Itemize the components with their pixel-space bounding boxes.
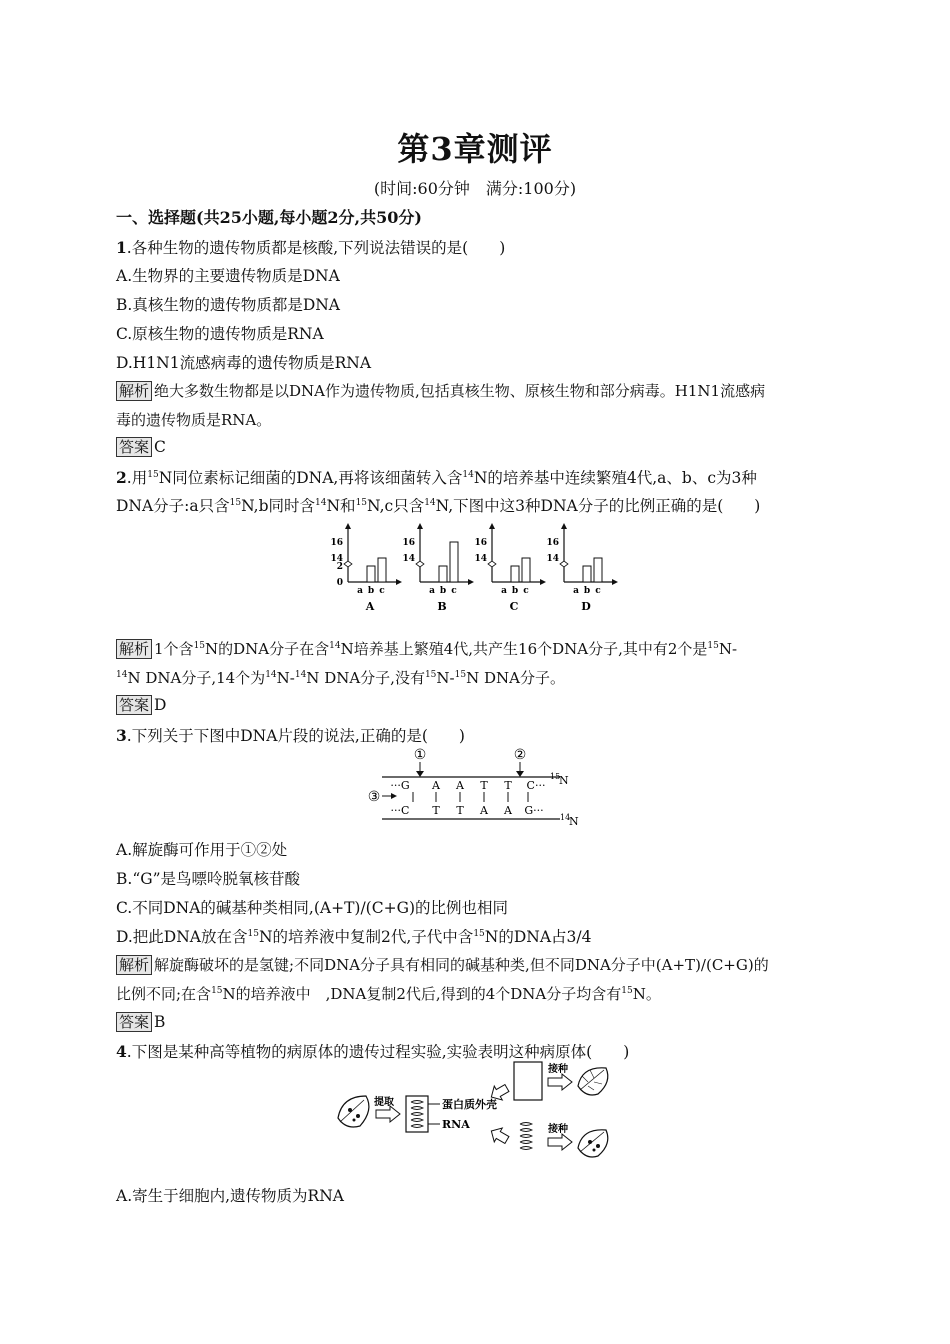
rna-coil-2-icon [520,1123,532,1150]
inoculate-arrow-1-icon [548,1074,572,1090]
virus-capsid-icon [406,1096,428,1132]
protein-shell-label: 蛋白质外壳 [442,1098,497,1111]
x-tick-D-a: a [573,586,579,596]
hydrogen-bonds [413,792,528,802]
q2-analysis-cont: $^{14}$N DNA分子,14个为$^{14}$N-$^{14}$N DNA分子,没有$^{15}$N-$^{15}$N DNA分子。 [116,669,565,687]
protein-shell-box-icon [514,1062,542,1100]
q4-stem: 4.下图是某种高等植物的病原体的遗传过程实验,实验表明这种病原体( ) [116,1042,630,1061]
q3-option-d: D.把此DNA放在含$^{15}$N的培养液中复制2代,子代中含$^{15}$N的DNA占3/4 [116,928,592,946]
down-split-arrow-icon [487,1124,511,1147]
bottom-base-6: G··· [524,804,544,817]
q2-bar-charts [330,520,630,616]
q1-stem: 1.各种生物的遗传物质都是核酸,下列说法错误的是( ) [116,238,506,257]
analysis-label: 解析 [116,639,152,659]
x-tick-C-c: c [523,586,529,596]
analysis-label: 解析 [116,955,152,975]
panel-label-D: D [581,600,591,613]
top-base-4: T [480,779,488,792]
x-axis-arrow-C [540,579,546,585]
top-strand-label: N [559,774,569,787]
q3-analysis-cont: 比例不同;在含$^{15}$N的培养液中 ,DNA复制2代后,得到的4个DNA分子均含有$^{15}$N。 [116,985,661,1003]
page-subtitle: (时间:60分钟 满分:100分) [373,179,577,198]
y-axis-arrow-A [345,523,351,529]
y-tick-14-B: 14 [402,554,415,564]
q4-number: 4 [116,1042,127,1061]
rna-coil-icon [411,1101,423,1128]
top-base-2: A [432,779,440,792]
healthy-leaf-icon [578,1068,608,1095]
answer-label: 答案 [116,1012,152,1032]
q1-number: 1 [116,238,127,257]
x-tick-C-a: a [501,586,507,596]
bottom-strand-sup: 14 [560,813,571,822]
axis-break-A [344,561,352,567]
marker-2: ② [513,747,527,763]
arrow-2-head [516,771,524,777]
marker-3: ③ [367,789,381,805]
page-title: 第3章测评 [397,130,553,168]
bottom-strand-label: N [569,815,579,828]
x-tick-B-c: c [451,586,457,596]
y-axis-arrow-D [561,523,567,529]
bar-A-c [378,558,386,582]
y-tick-14-D: 14 [546,554,559,564]
arrow-3-head [391,793,397,799]
q3-option-b: B.“G”是鸟嘌呤脱氧核苷酸 [116,870,301,888]
q2-analysis: 解析 1个含$^{15}$N的DNA分子在含$^{14}$N培养基上繁殖4代,共产生16个DNA分子,其中有2个是$^{15}$N- [116,638,737,659]
q2-stem: 2.用$^{15}$N同位素标记细菌的DNA,再将该细菌转入含$^{14}$N的培养基中连续繁殖4代,a、b、c为3种 [116,468,757,487]
extract-arrow-icon [376,1106,400,1122]
panel-label-A: A [365,600,375,613]
x-tick-B-b: b [439,586,447,596]
x-tick-A-b: b [367,586,375,596]
x-tick-C-b: b [511,586,519,596]
bar-A-b [367,566,375,582]
x-tick-B-a: a [429,586,435,596]
leaf-icon [338,1096,369,1127]
inoculate-label-2: 接种 [548,1124,568,1135]
y-tick-14: 14 [330,554,343,564]
q2-answer: 答案 D [116,695,166,715]
answer-label: 答案 [116,695,152,715]
arrow-1-head [416,771,424,777]
bar-D-c [594,558,602,582]
bar-C-c [522,558,530,582]
analysis-label: 解析 [116,381,152,401]
q1-option-b: B.真核生物的遗传物质都是DNA [116,296,341,314]
section-heading: 一、选择题(共25小题,每小题2分,共50分) [116,208,422,227]
axis-break-D [560,561,568,567]
x-tick-A-a: a [357,586,363,596]
y-axis-arrow-C [489,523,495,529]
y-tick-16-B: 16 [402,538,415,548]
y-tick-0: 0 [336,578,343,588]
bottom-base-4: A [480,804,488,817]
answer-label: 答案 [116,437,152,457]
q1-option-d: D.H1N1流感病毒的遗传物质是RNA [116,354,372,372]
q3-stem: 3.下列关于下图中DNA片段的说法,正确的是( ) [116,726,465,745]
x-tick-D-b: b [583,586,591,596]
inoculate-arrow-2-icon [548,1134,572,1150]
q3-analysis: 解析 解旋酶破坏的是氢键;不同DNA分子具有相同的碱基种类,但不同DNA分子中(A+T)/(C+G)的 [116,954,769,975]
marker-1: ① [413,747,427,763]
q3-option-a: A.解旋酶可作用于①②处 [116,841,288,859]
bar-B-c [450,542,458,582]
q4-pathogen-diagram [330,1058,630,1168]
top-strand-sup: 15 [550,772,561,781]
top-base-5: T [504,779,512,792]
q1-option-a: A.生物界的主要遗传物质是DNA [116,267,340,285]
infected-leaf-icon [578,1130,608,1157]
x-axis-arrow-A [396,579,402,585]
inoculate-label-1: 接种 [548,1064,568,1075]
rna-label: RNA [442,1118,470,1131]
q2-number: 2 [116,468,127,487]
top-base-1: ···G [390,779,410,792]
q1-analysis-cont: 毒的遗传物质是RNA。 [116,411,272,429]
q3-answer: 答案 B [116,1012,165,1032]
q1-option-c: C.原核生物的遗传物质是RNA [116,325,324,343]
bar-D-b [583,566,591,582]
bottom-base-2: T [432,804,440,817]
axis-break-B [416,561,424,567]
y-tick-16-D: 16 [546,538,559,548]
panel-label-B: B [437,600,447,613]
top-base-6: C··· [526,779,546,792]
q2-stem-cont: DNA分子:a只含$^{15}$N,b同时含$^{14}$N和$^{15}$N,c只含$^{14}$N,下图中这3种DNA分子的比例正确的是( ) [116,497,761,515]
axis-break-C [488,561,496,567]
q3-option-c: C.不同DNA的碱基种类相同,(A+T)/(C+G)的比例也相同 [116,899,509,917]
q1-analysis: 解析 绝大多数生物都是以DNA作为遗传物质,包括真核生物、原核生物和部分病毒。H1N1流感病 [116,380,765,401]
extract-label: 提取 [374,1097,394,1108]
panel-label-C: C [509,600,519,613]
q4-option-a: A.寄生于细胞内,遗传物质为RNA [116,1187,344,1205]
y-axis-arrow-B [417,523,423,529]
x-axis-arrow-D [612,579,618,585]
q1-answer: 答案 C [116,437,166,457]
bar-B-b [439,566,447,582]
x-tick-D-c: c [595,586,601,596]
q3-number: 3 [116,726,127,745]
bottom-base-1: ···C [390,804,410,817]
x-tick-A-c: c [379,586,385,596]
bottom-base-5: A [504,804,512,817]
y-tick-16: 16 [330,538,343,548]
x-axis-arrow-B [468,579,474,585]
bottom-base-3: T [456,804,464,817]
q3-dna-diagram [360,742,600,830]
y-tick-14-C: 14 [474,554,487,564]
bar-C-b [511,566,519,582]
y-tick-2: 2 [336,562,343,572]
top-base-3: A [456,779,464,792]
y-tick-16-C: 16 [474,538,487,548]
